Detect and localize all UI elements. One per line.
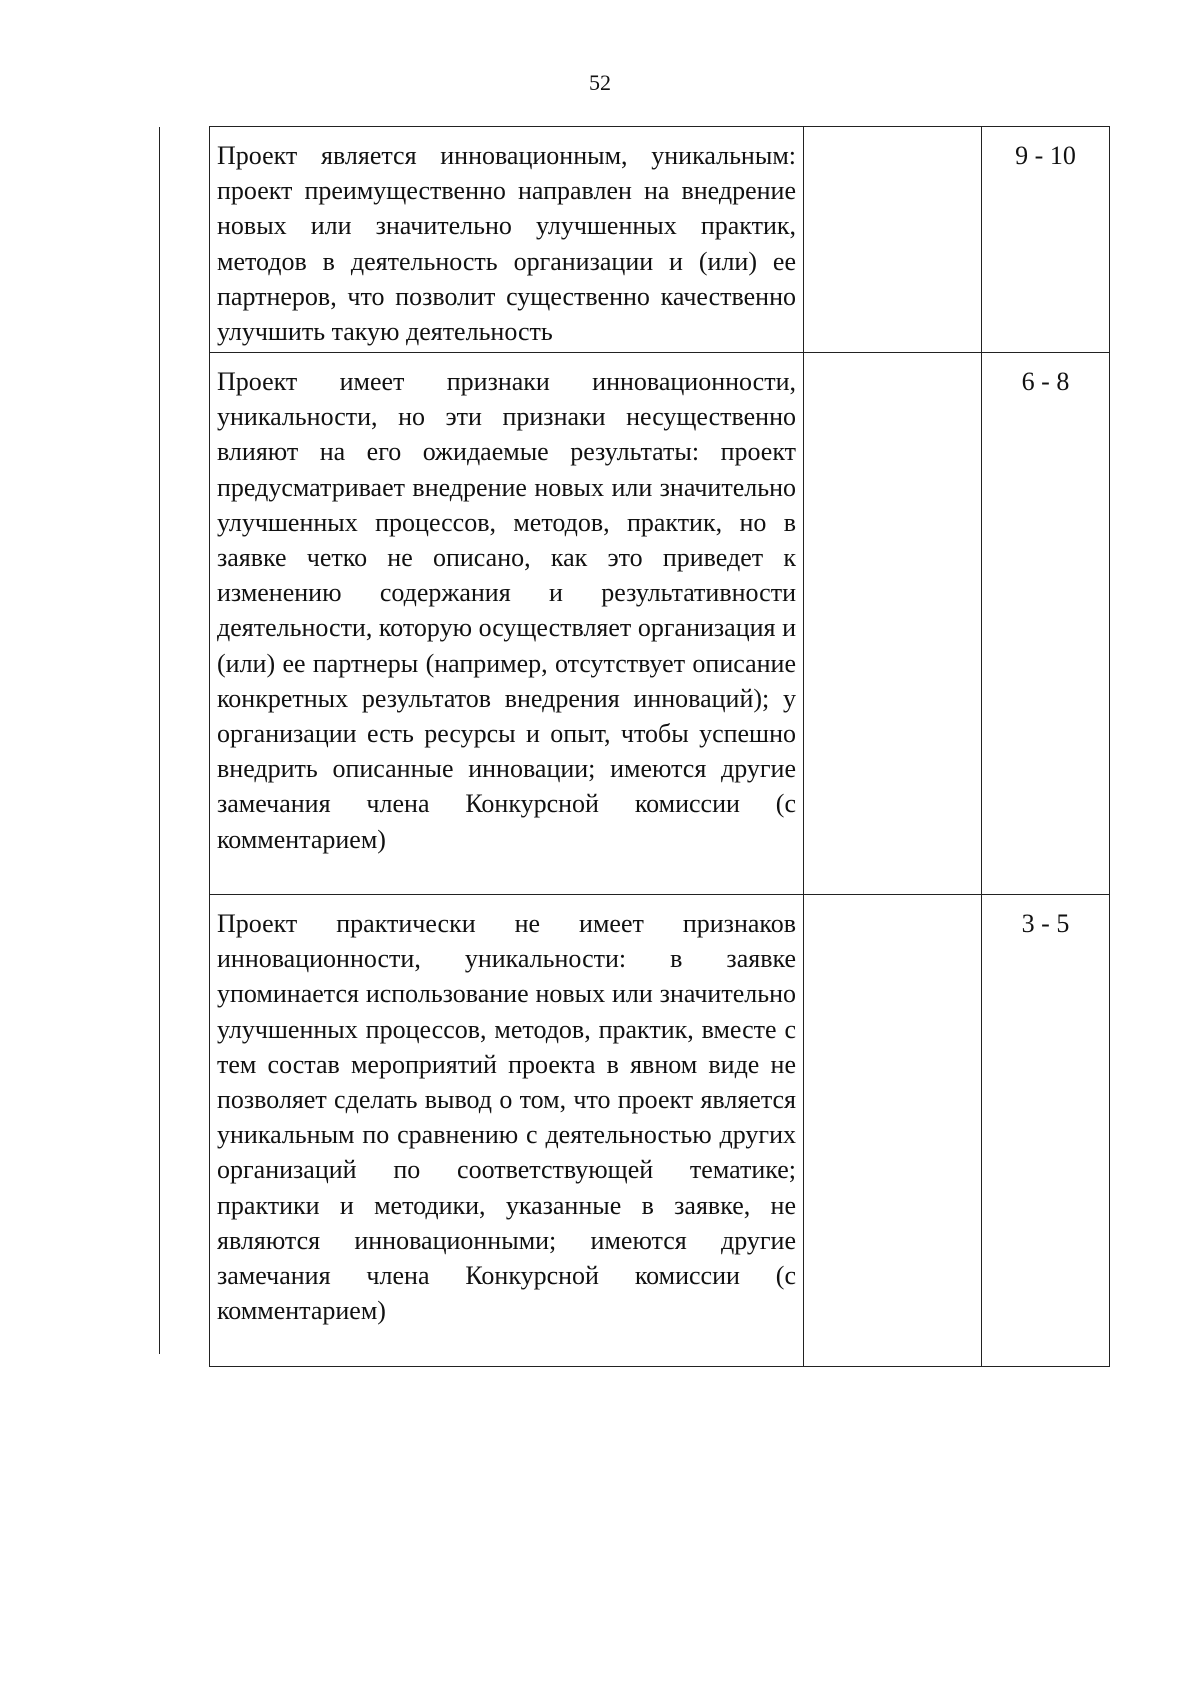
- empty-cell: [804, 353, 982, 895]
- table-row: [210, 895, 1110, 1367]
- empty-cell: [804, 895, 982, 1367]
- criteria-table: [209, 126, 1110, 1367]
- score-range: 9 - 10: [982, 127, 1110, 353]
- score-range: 3 - 5: [982, 895, 1110, 1367]
- table-row: [210, 353, 1110, 895]
- criterion-description: Проект является инновационным, уникальным: проект преимущественно направлен на внедрение новых или значительно улучшенных практик, методов в деятельность организации и (или) ее партнеров, что позволит существенно качественно улучшить такую деятельность: [210, 127, 804, 353]
- page-number: 52: [589, 70, 611, 95]
- criterion-description: Проект имеет признаки инновационности, уникальности, но эти признаки несущественно влияют на его ожидаемые результаты: проект предусматривает внедрение новых или значительно улучшенных процессов, методов, практик, но в заявке четко не описано, как это приведет к изменению содержания и результативности деятельности, которую осуществляет организация и (или) ее партнеры (например, отсутствует описание конкретных результатов внедрения инноваций); у организации есть ресурсы и опыт, чтобы успешно внедрить описанные инновации; имеются другие замечания члена Конкурсной комиссии (с комментарием): [210, 353, 804, 895]
- empty-cell: [804, 127, 982, 353]
- score-range: 6 - 8: [982, 353, 1110, 895]
- table-row: [210, 127, 1110, 353]
- left-margin-line: [159, 127, 160, 1354]
- criterion-description: Проект практически не имеет признаков инновационности, уникальности: в заявке упоминается использование новых или значительно улучшенных процессов, методов, практик, вместе с тем состав мероприятий проекта в явном виде не позволяет сделать вывод о том, что проект является уникальным по сравнению с деятельностью других организаций по соответствующей тематике; практики и методики, указанные в заявке, не являются инновационными; имеются другие замечания члена Конкурсной комиссии (с комментарием): [210, 895, 804, 1367]
